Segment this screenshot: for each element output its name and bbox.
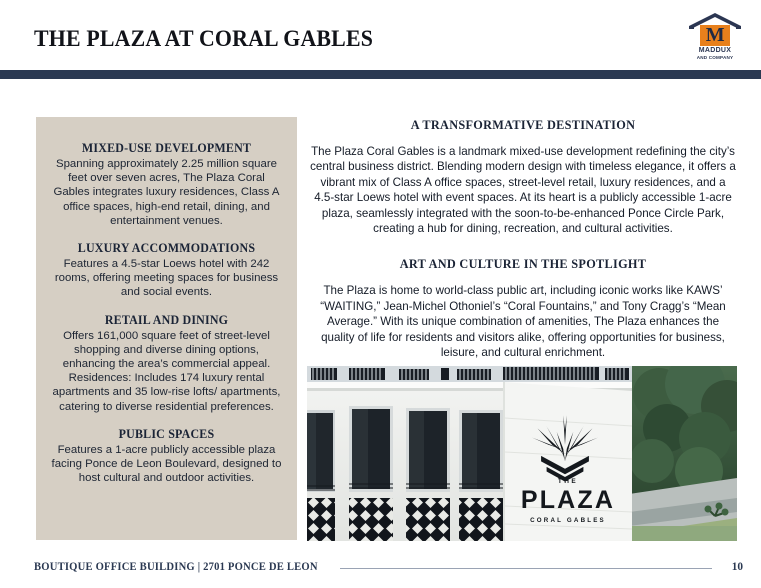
- main-content: [305, 118, 741, 381]
- fact-body: Features a 4.5-star Loews hotel with 242 rooms, offering meeting spaces for business and social events.: [54, 258, 279, 299]
- footer-divider: [340, 568, 712, 569]
- section-heading: A TRANSFORMATIVE DESTINATION: [410, 118, 636, 132]
- fact-body: Spanning approximately 2.25 million square feet over seven acres, The Plaza Coral Gables integrates luxury residences, Class A office spaces, high-end retail, dining, and entertainment venues.: [53, 158, 280, 227]
- building-photo: [307, 366, 737, 541]
- footer-label: BOUTIQUE OFFICE BUILDING | 2701 PONCE DE LEON: [34, 561, 318, 573]
- content-section: [305, 118, 741, 236]
- page-number: 10: [731, 561, 743, 573]
- svg-text:PLAZA: PLAZA: [520, 486, 616, 514]
- fact-block: [50, 313, 283, 414]
- section-heading: ART AND CULTURE IN THE SPOTLIGHT: [399, 257, 647, 272]
- slide-header: [0, 0, 761, 70]
- fact-block: [50, 241, 283, 300]
- fact-block: [50, 427, 283, 486]
- logo-subtitle: AND COMPANY: [696, 54, 734, 60]
- facts-panel: [36, 117, 297, 540]
- fact-heading: RETAIL AND DINING: [104, 312, 229, 327]
- fact-heading: LUXURY ACCOMMODATIONS: [77, 241, 256, 256]
- building-photo-illustration: [307, 366, 737, 541]
- fact-block: [50, 141, 283, 228]
- svg-text:THE: THE: [557, 478, 579, 485]
- maddux-logo: [687, 12, 743, 60]
- fact-heading: PUBLIC SPACES: [118, 426, 215, 441]
- fact-heading: MIXED-USE DEVELOPMENT: [81, 141, 252, 155]
- fact-body: Offers 161,000 square feet of street-level shopping and diverse dining options, enhancing the area’s commercial appeal. Residences: Includes 174 luxury rental apartments and 35 low-rise lofts/ apartments, catering to diverse residential preferences.: [52, 329, 281, 413]
- section-body: The Plaza Coral Gables is a landmark mixed-use development redefining the city’s central business district. Blending modern design with timeless elegance, it offers a vibrant mix of Class A office spaces, street-level retail, luxury residences, and a 4.5-star Loews hotel with event spaces. At its heart is a publicly accessible 1-acre plaza, seamlessly integrated with the soon-to-be-enhanced Ponce Circle Park, creating a hub for dining, recreation, and cultural activities.: [310, 145, 736, 236]
- content-section: [305, 257, 741, 360]
- svg-text:CORAL GABLES: CORAL GABLES: [530, 517, 606, 524]
- logo-monogram: M: [700, 25, 730, 46]
- page-title: THE PLAZA AT CORAL GABLES: [34, 26, 374, 52]
- fact-body: Features a 1-acre publicly accessible plaza facing Ponce de Leon Boulevard, designed to host cultural and outdoor activities.: [51, 443, 282, 485]
- slide-footer: [0, 548, 761, 588]
- section-body: The Plaza is home to world-class public art, including iconic works like KAWS’ “WAITING,” Jean-Michel Othoniel’s “Coral Fountains,” and Tony Cragg’s “Mean Average.” With its unique combination of amenities, The Plaza enhances the quality of life for residents and visitors alike, offering opportunities for business, leisure, and cultural enrichment.: [320, 284, 726, 360]
- logo-name: MADDUX: [698, 47, 732, 54]
- header-divider: [0, 70, 761, 79]
